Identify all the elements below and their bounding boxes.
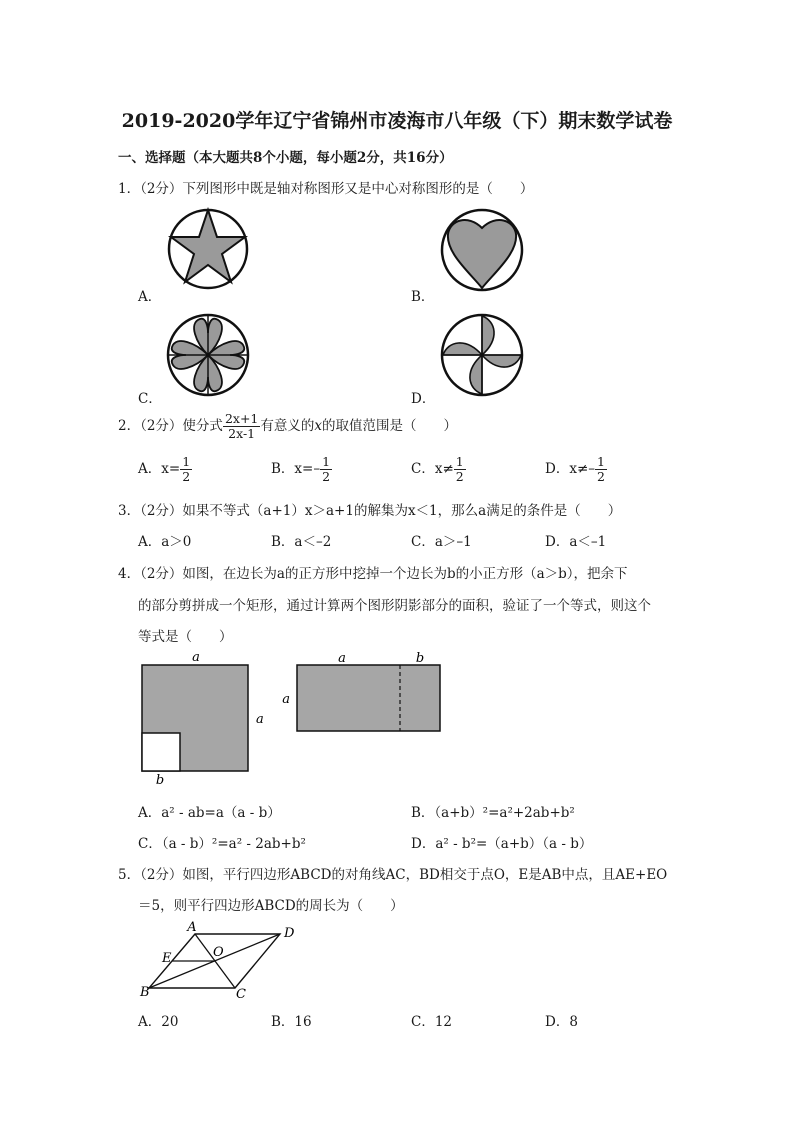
- q2-option-a-label: A．: [138, 461, 162, 477]
- q3-stem: 3．（2分）如果不等式（a+1）x＞a+1的解集为x＜1，那么a满足的条件是（ ）: [118, 503, 622, 519]
- q4-option-c-label: C．: [138, 836, 162, 852]
- q5-point-a: A: [187, 920, 197, 935]
- q2-stem: [118, 412, 457, 441]
- q4-stem-line2: 的部分剪拼成一个矩形，通过计算两个图形阴影部分的面积，验证了一个等式，则这个: [138, 598, 651, 614]
- q4-option-a[interactable]: [138, 801, 281, 821]
- q4-option-d-label: D．: [411, 836, 436, 852]
- q2-option-b-den: 2: [322, 469, 331, 484]
- q5-point-e: E: [162, 951, 172, 966]
- section-heading: 一、选择题（本大题共8个小题，每小题2分，共16分）: [118, 150, 453, 166]
- q2-option-b-expr: x=–: [294, 461, 321, 477]
- q4-label-b-bottom: b: [155, 773, 165, 788]
- q5-stem-line2: ＝5，则平行四边形ABCD的周长为（ ）: [138, 898, 404, 914]
- q2-option-c-den: 2: [455, 469, 464, 484]
- q3-option-a[interactable]: A．a＞0: [138, 534, 192, 550]
- page-title: 2019-2020学年辽宁省锦州市凌海市八年级（下）期末数学试卷: [121, 110, 673, 132]
- q3-option-d[interactable]: D．a＜–1: [545, 534, 607, 550]
- q1-four-leaf-figure[interactable]: [166, 313, 250, 397]
- q4-option-b[interactable]: [411, 801, 575, 821]
- q3-option-c[interactable]: C．a＞–1: [411, 534, 472, 550]
- q2-option-c-expr: x≠: [434, 461, 454, 477]
- q4-option-c[interactable]: [138, 832, 306, 852]
- q2-option-a-num: 1: [182, 454, 191, 469]
- q1-option-a-label[interactable]: A．: [138, 289, 162, 305]
- q2-option-a[interactable]: [138, 455, 192, 484]
- q2-option-c[interactable]: [411, 455, 466, 484]
- q4-option-b-text: （a+b）²=a²+2ab+b²: [434, 805, 575, 821]
- q1-stem: 1．（2分）下列图形中既是轴对称图形又是中心对称图形的是（ ）: [118, 181, 534, 197]
- q4-label-a-rect-top: a: [338, 651, 346, 666]
- q4-label-a-rect-left: a: [282, 692, 290, 707]
- q2-option-c-num: 1: [455, 454, 464, 469]
- q1-star-figure[interactable]: [167, 208, 249, 290]
- q5-option-d[interactable]: D．8: [545, 1014, 578, 1030]
- q2-option-c-label: C．: [411, 461, 435, 477]
- q4-option-d-text: a² - b²=（a+b）（a - b）: [435, 836, 593, 852]
- q2-option-a-den: 2: [182, 469, 191, 484]
- q5-point-d: D: [284, 926, 295, 941]
- q5-point-c: C: [236, 987, 246, 1002]
- q2-suffix: 的取值范围是（ ）: [322, 418, 457, 434]
- q2-fraction: [223, 412, 260, 441]
- q5-parallelogram-figure: [135, 920, 315, 1002]
- q1-option-b-label[interactable]: B．: [411, 289, 435, 305]
- q1-option-c-label[interactable]: C．: [138, 391, 162, 407]
- q4-option-a-label: A．: [138, 805, 162, 821]
- q4-option-a-text: a² - ab=a（a - b）: [161, 805, 281, 821]
- q2-option-b-label: B．: [271, 461, 295, 477]
- q2-option-b[interactable]: [271, 455, 332, 484]
- q4-option-b-label: B．: [411, 805, 435, 821]
- q2-fraction-den: 2x-1: [228, 426, 256, 441]
- q4-label-b-rect-top: b: [415, 651, 425, 666]
- q4-small-square: [142, 733, 180, 771]
- q2-option-d-den: 2: [597, 469, 605, 484]
- q2-option-a-expr: x=: [161, 461, 181, 477]
- q4-option-c-text: （a - b）²=a² - 2ab+b²: [161, 836, 306, 852]
- q5-point-o: O: [213, 945, 224, 960]
- q2-mid: 有意义的: [260, 418, 315, 434]
- q4-stem-line3: 等式是（ ）: [138, 629, 233, 645]
- q2-option-b-num: 1: [322, 454, 331, 469]
- q5-option-c[interactable]: C．12: [411, 1014, 453, 1030]
- q3-option-b[interactable]: B．a＜–2: [271, 534, 332, 550]
- q4-option-d[interactable]: [411, 832, 592, 852]
- q4-label-a-top: a: [192, 650, 200, 665]
- q4-figure: [130, 648, 460, 788]
- q2-option-d-expr: x≠–: [569, 461, 596, 477]
- q5-stem-line1: 5．（2分）如图，平行四边形ABCD的对角线AC，BD相交于点O，E是AB中点，且AE+EO: [118, 867, 668, 883]
- q2-prefix: 2．（2分）使分式: [118, 418, 223, 434]
- q2-option-d-num: 1: [597, 454, 605, 469]
- q2-fraction-num: 2x+1: [224, 411, 259, 426]
- q2-option-d-label: D．: [545, 461, 570, 477]
- q1-heart-figure[interactable]: [440, 208, 524, 292]
- q5-point-b: B: [140, 985, 150, 1000]
- q5-option-a[interactable]: A．20: [138, 1014, 179, 1030]
- q2-option-d[interactable]: [545, 455, 607, 484]
- q1-option-d-label[interactable]: D．: [411, 391, 436, 407]
- q1-pinwheel-figure[interactable]: [440, 313, 524, 397]
- q4-rectangle: [297, 665, 440, 731]
- q5-option-b[interactable]: B．16: [271, 1014, 312, 1030]
- q4-stem-line1: 4．（2分）如图，在边长为a的正方形中挖掉一个边长为b的小正方形（a＞b），把余下: [118, 566, 628, 582]
- q4-label-a-right: a: [256, 712, 264, 727]
- q2-var: x: [314, 418, 322, 434]
